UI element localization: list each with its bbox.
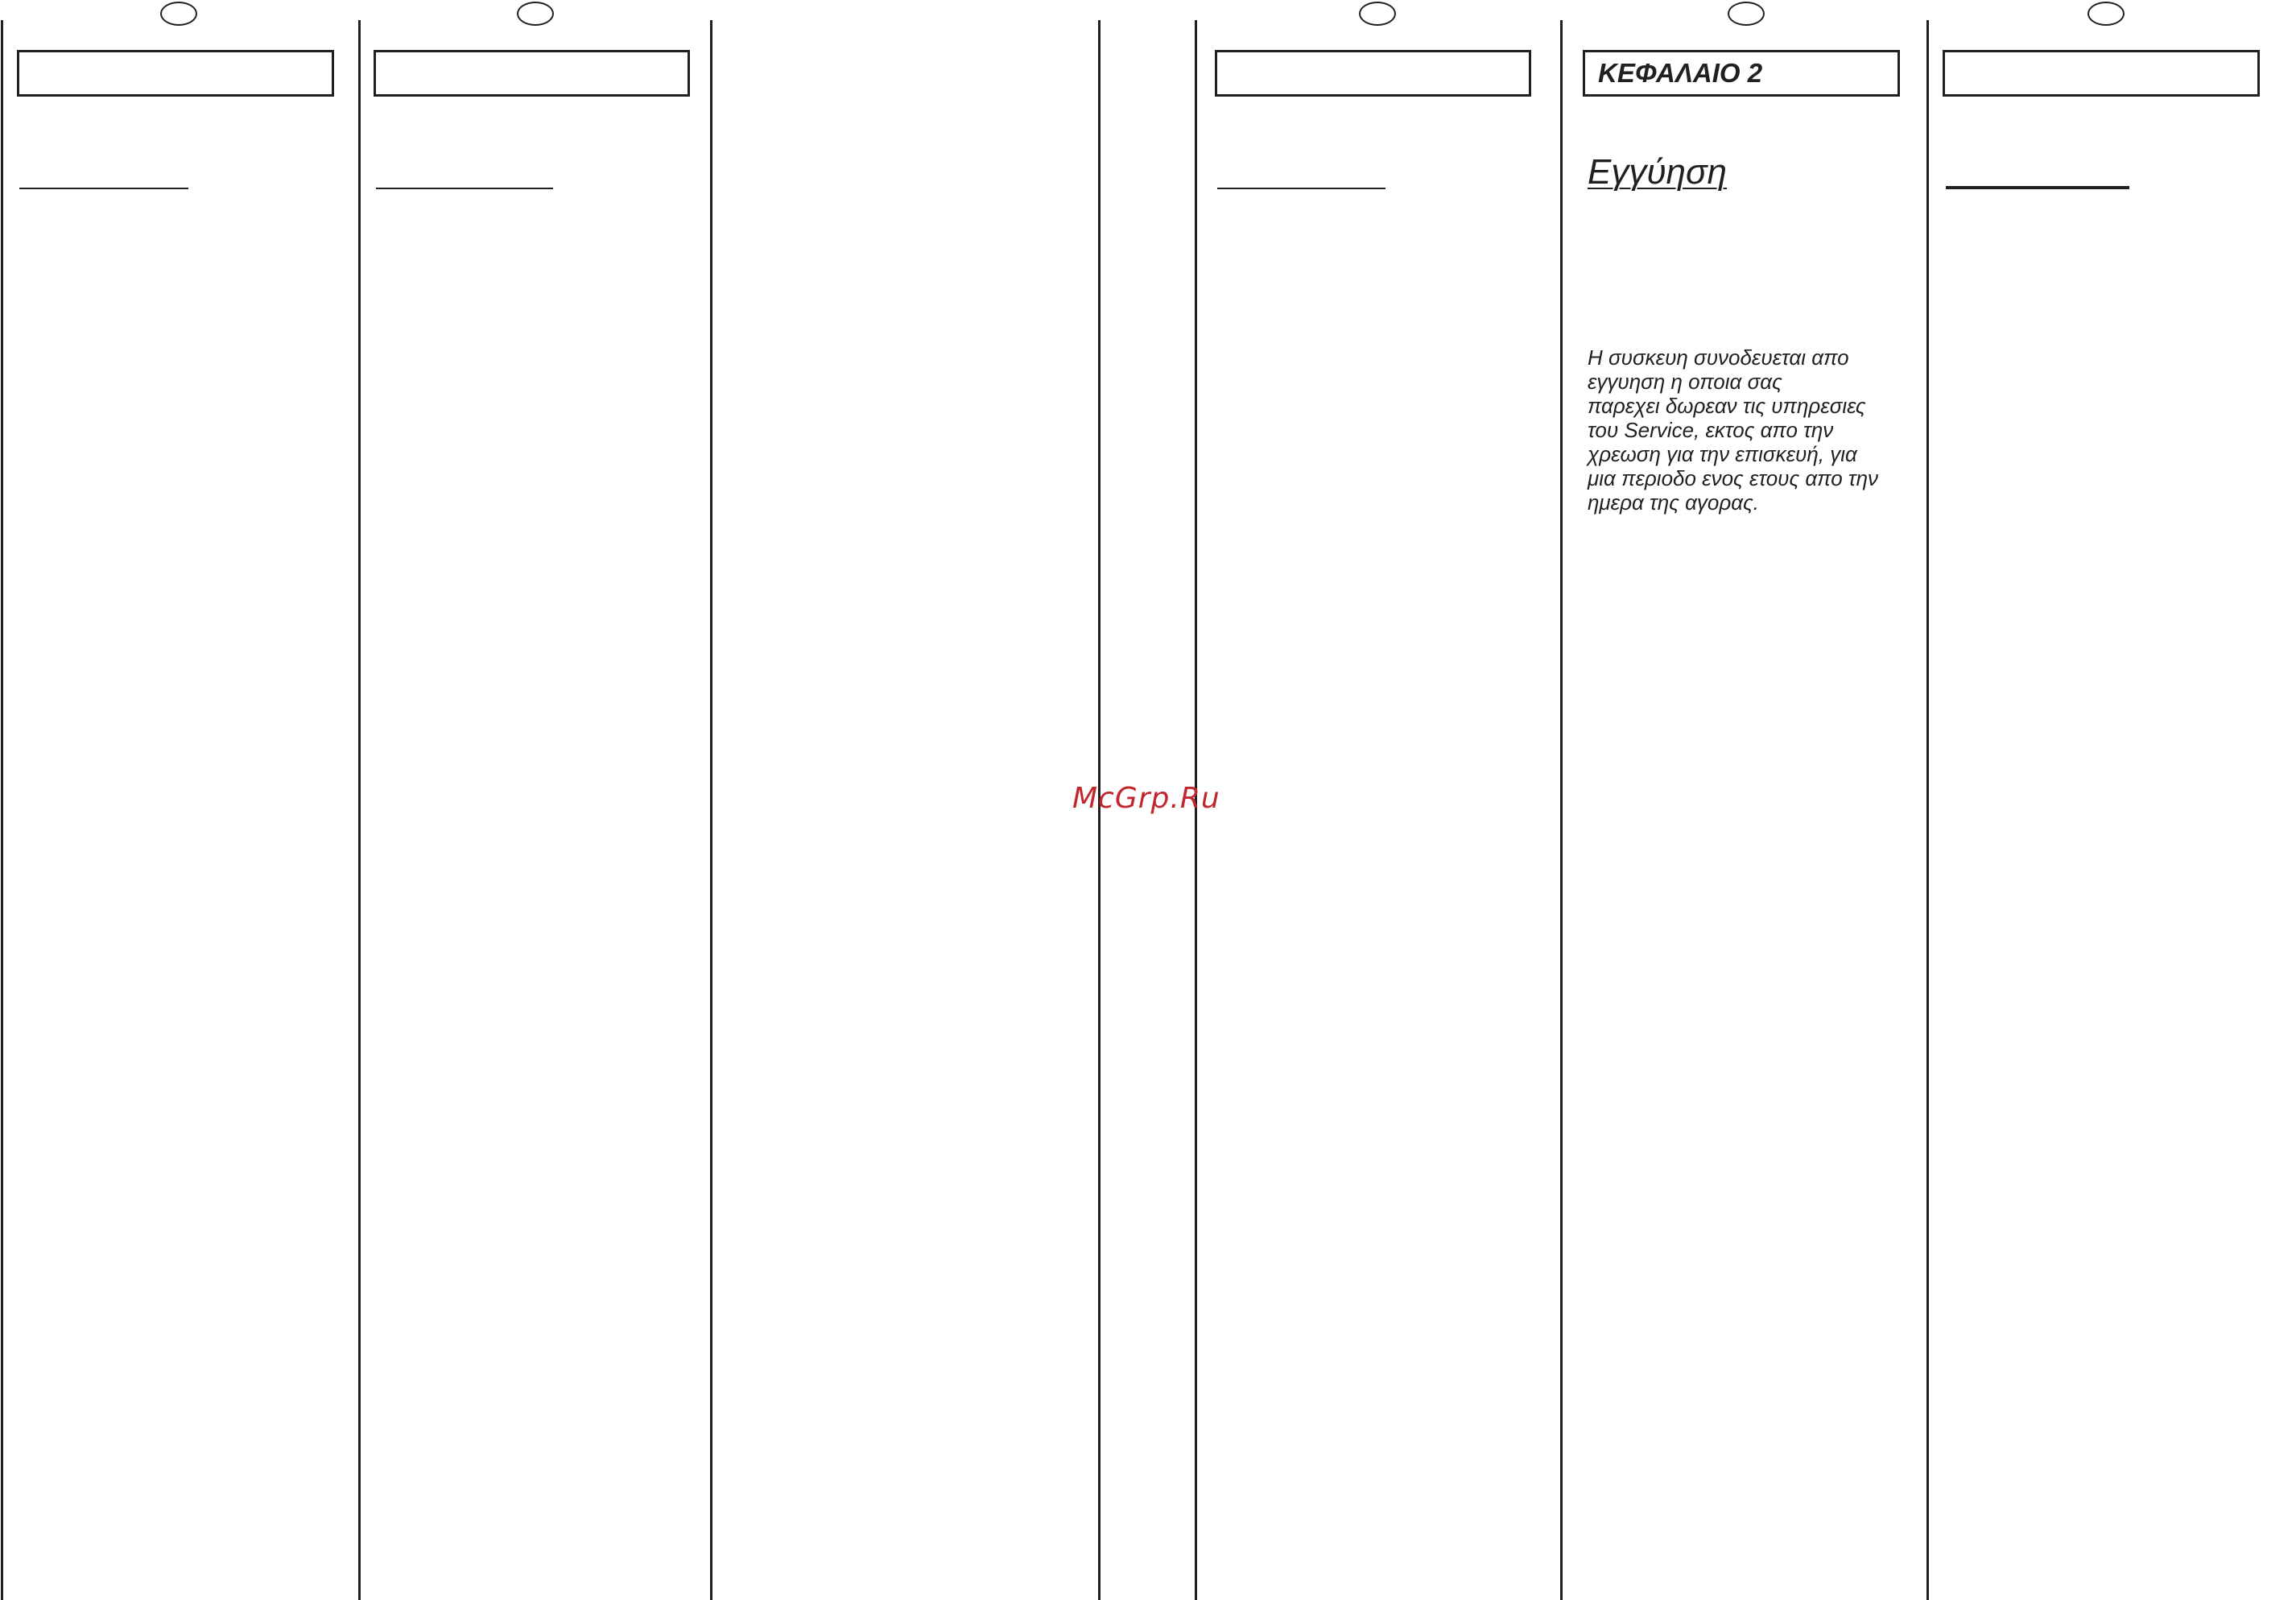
- watermark-text: McGrp.Ru: [1072, 782, 1220, 815]
- column-divider: [1560, 20, 1563, 1600]
- page-marker-oval: [1359, 2, 1396, 26]
- chapter-header-box: [1583, 50, 1900, 97]
- title-rule: [376, 188, 553, 189]
- header-box-empty: [17, 50, 334, 97]
- chapter-label: ΚΕΦΑΛΑΙΟ 2: [1598, 58, 1763, 88]
- section-title: Εγγύηση: [1588, 152, 1727, 192]
- page-marker-oval: [160, 2, 197, 26]
- page-marker-oval: [517, 2, 554, 26]
- header-box-empty: [374, 50, 690, 97]
- warranty-paragraph: Η συσκευη συνοδευεται απο εγγυηση η οποια σας παρεχει δωρεαν τις υπηρεσιες του Service, εκτος απο την χρεωση για την επισκευή, για μια περιοδο ενος ετους απο την ημερα της αγορας.: [1588, 345, 1879, 515]
- column-divider: [358, 20, 361, 1600]
- title-rule: [1946, 186, 2129, 189]
- page-marker-oval: [1728, 2, 1765, 26]
- title-rule: [19, 188, 188, 189]
- title-rule: [1217, 188, 1385, 189]
- header-box-empty: [1215, 50, 1531, 97]
- page-marker-oval: [2087, 2, 2125, 26]
- column-divider: [1926, 20, 1929, 1600]
- column-divider: [1, 20, 3, 1600]
- column-divider: [710, 20, 712, 1600]
- header-box-empty: [1943, 50, 2260, 97]
